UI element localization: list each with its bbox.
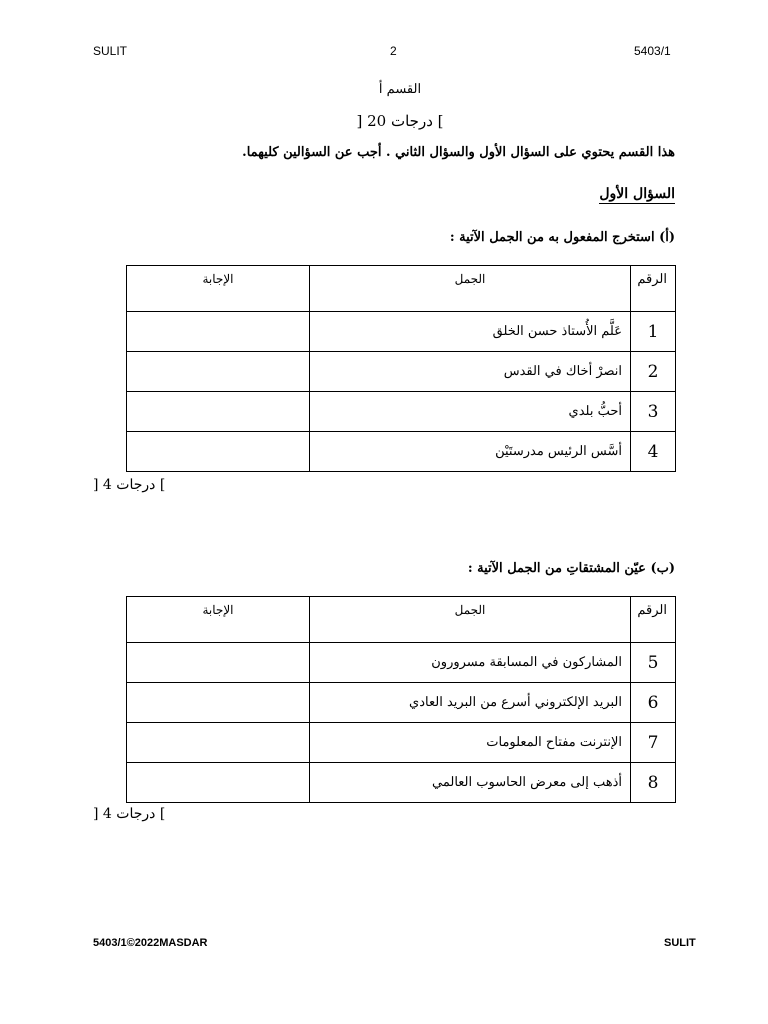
- row-number: 4: [631, 432, 676, 472]
- answer-cell[interactable]: [127, 683, 310, 723]
- question-1-title: السؤال الأول: [599, 186, 675, 202]
- part-b-prompt: (ب) عيّن المشتقاتِ من الجمل الآتية :: [467, 561, 675, 576]
- part-a-table: [126, 265, 676, 472]
- header-number: الرقم: [631, 266, 676, 312]
- row-number: 2: [631, 352, 676, 392]
- footer-right: SULIT: [664, 937, 696, 949]
- row-sentence: انصرْ أخاك في القدس: [310, 352, 631, 392]
- table-row: [127, 312, 676, 352]
- part-b-marks: ] 4 درجات [: [93, 806, 166, 822]
- row-number: 7: [631, 723, 676, 763]
- header-right: 5403/1: [634, 44, 671, 58]
- answer-cell[interactable]: [127, 763, 310, 803]
- table-row: [127, 723, 676, 763]
- header-answer: الإجابة: [127, 266, 310, 312]
- header-left: SULIT: [93, 44, 128, 58]
- row-number: 5: [631, 643, 676, 683]
- row-number: 3: [631, 392, 676, 432]
- row-sentence: عَلَّم الأُستاذ حسن الخلق: [310, 312, 631, 352]
- table-row: [127, 763, 676, 803]
- page-number: 2: [390, 44, 397, 58]
- row-sentence: أسَّس الرئيس مدرستَيْن: [310, 432, 631, 472]
- part-a-prompt: (أ) استخرج المفعول به من الجمل الآتية :: [449, 230, 675, 245]
- answer-cell[interactable]: [127, 312, 310, 352]
- row-number: 6: [631, 683, 676, 723]
- answer-cell[interactable]: [127, 352, 310, 392]
- answer-cell[interactable]: [127, 432, 310, 472]
- answer-cell[interactable]: [127, 643, 310, 683]
- table-row: [127, 392, 676, 432]
- header-sentence: الجمل: [310, 266, 631, 312]
- section-title: القسم أ: [378, 82, 422, 97]
- table-row: [127, 683, 676, 723]
- row-sentence: الإنترنت مفتاح المعلومات: [310, 723, 631, 763]
- row-sentence: البريد الإلكتروني أسرع من البريد العادي: [310, 683, 631, 723]
- answer-cell[interactable]: [127, 723, 310, 763]
- row-sentence: أحبُّ بلدي: [310, 392, 631, 432]
- table-row: [127, 643, 676, 683]
- table-row: [127, 432, 676, 472]
- table-header-row: [127, 597, 676, 643]
- part-a-marks: ] 4 درجات [: [93, 477, 166, 493]
- section-marks: ] 20 درجات [: [356, 112, 444, 130]
- part-b-table: [126, 596, 676, 803]
- section-instruction: هذا القسم يحتوي على السؤال الأول والسؤال الثاني . أجب عن السؤالين كليهما.: [242, 145, 675, 160]
- row-number: 1: [631, 312, 676, 352]
- table-header-row: [127, 266, 676, 312]
- footer-left: 5403/1©2022MASDAR: [93, 937, 208, 949]
- header-sentence: الجمل: [310, 597, 631, 643]
- answer-cell[interactable]: [127, 392, 310, 432]
- row-sentence: أذهب إلى معرض الحاسوب العالمي: [310, 763, 631, 803]
- table-row: [127, 352, 676, 392]
- header-answer: الإجابة: [127, 597, 310, 643]
- header-number: الرقم: [631, 597, 676, 643]
- row-number: 8: [631, 763, 676, 803]
- row-sentence: المشاركون في المسابقة مسرورون: [310, 643, 631, 683]
